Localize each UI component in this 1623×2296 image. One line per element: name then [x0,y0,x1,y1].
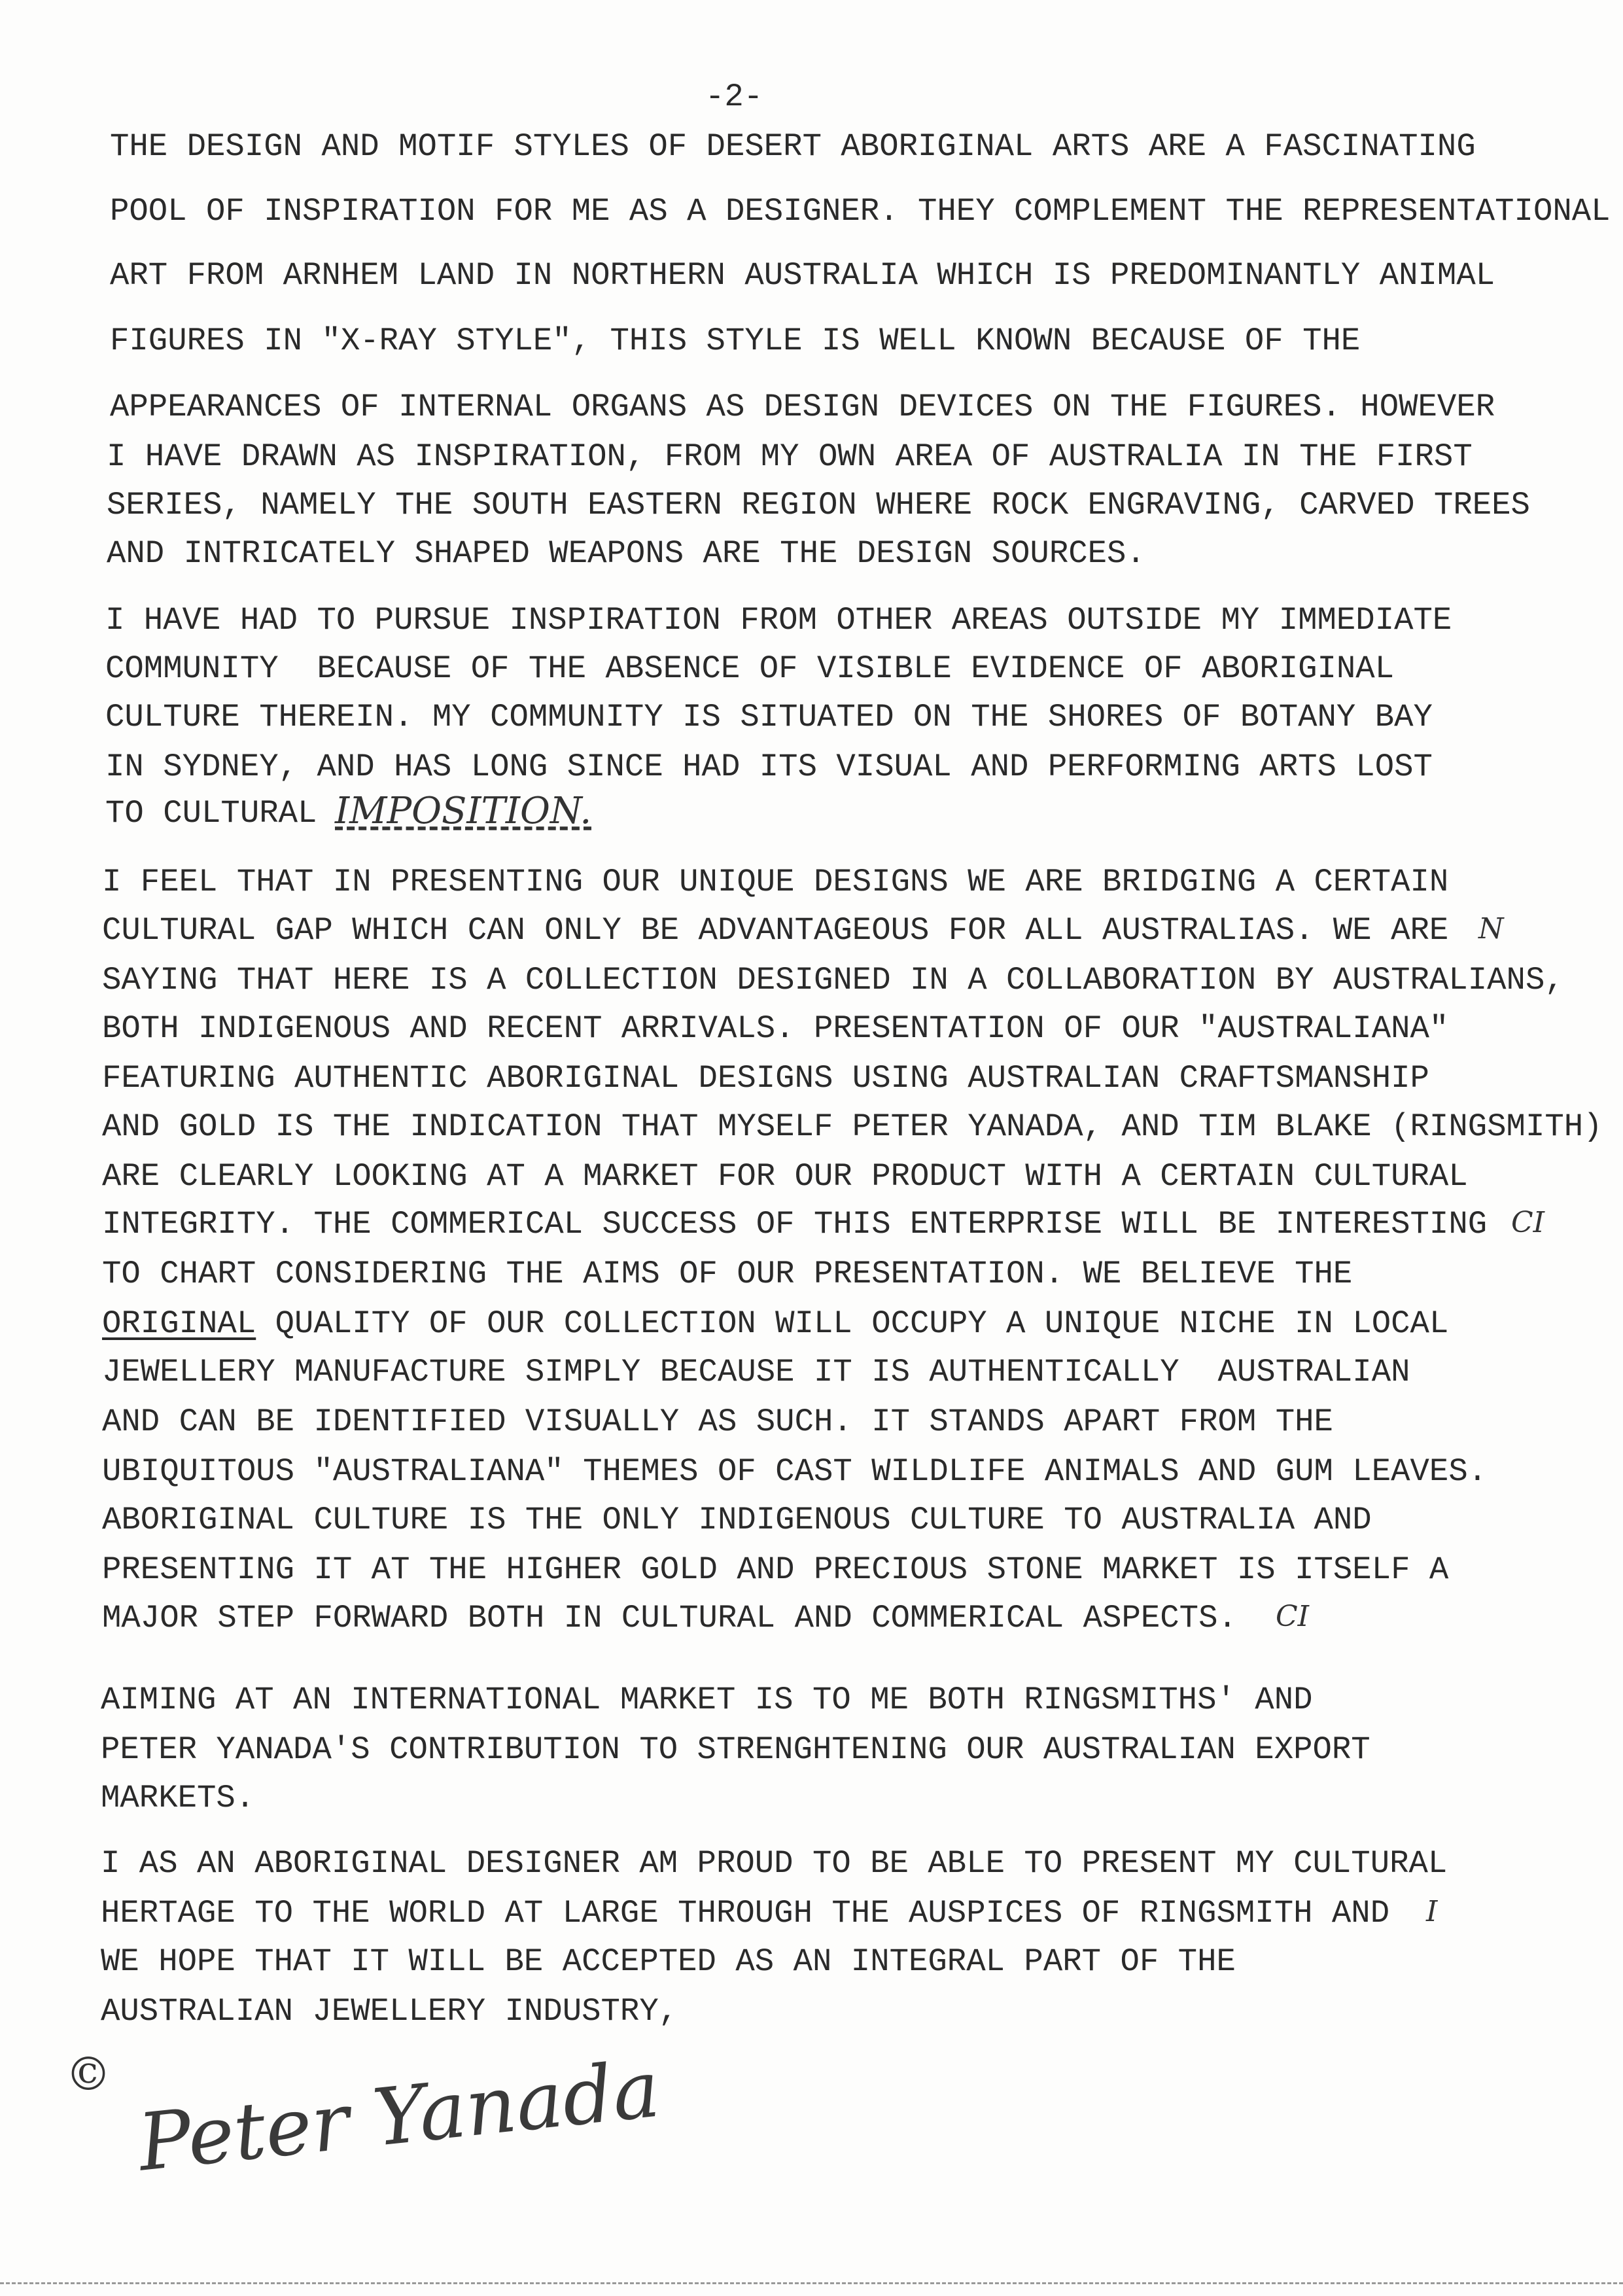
text-line: WE HOPE THAT IT WILL BE ACCEPTED AS AN INTEGRAL PART OF THE [101,1943,1236,1980]
handwritten-correction-ci: CI [1511,1206,1545,1239]
text-line: I HAVE HAD TO PURSUE INSPIRATION FROM OTHER AREAS OUTSIDE MY IMMEDIATE [105,602,1452,639]
text-line: AND GOLD IS THE INDICATION THAT MYSELF PETER YANADA, AND TIM BLAKE (RINGSMITH) [102,1108,1603,1145]
text-line: SAYING THAT HERE IS A COLLECTION DESIGNED IN A COLLABORATION BY AUSTRALIANS, [102,962,1564,998]
text-line: APPEARANCES OF INTERNAL ORGANS AS DESIGN DEVICES ON THE FIGURES. HOWEVER [110,389,1495,425]
text-line: TO CHART CONSIDERING THE AIMS OF OUR PRESENTATION. WE BELIEVE THE [102,1256,1353,1292]
text-line: MARKETS. [101,1780,255,1816]
text-line: CULTURE THEREIN. MY COMMUNITY IS SITUATED ON THE SHORES OF BOTANY BAY [105,699,1433,735]
text-line: I AS AN ABORIGINAL DESIGNER AM PROUD TO BE ABLE TO PRESENT MY CULTURAL [101,1845,1448,1882]
page-number: -2- [705,79,763,115]
text-line: PRESENTING IT AT THE HIGHER GOLD AND PRECIOUS STONE MARKET IS ITSELF A [102,1551,1449,1588]
text-line: I FEEL THAT IN PRESENTING OUR UNIQUE DESIGNS WE ARE BRIDGING A CERTAIN [102,864,1449,900]
text-line: JEWELLERY MANUFACTURE SIMPLY BECAUSE IT IS AUTHENTICALLY AUSTRALIAN [102,1354,1410,1390]
text-line: ART FROM ARNHEM LAND IN NORTHERN AUSTRALIA WHICH IS PREDOMINANTLY ANIMAL [110,257,1495,294]
text-line: TO CULTURAL [105,795,317,832]
text-line: COMMUNITY BECAUSE OF THE ABSENCE OF VISIBLE EVIDENCE OF ABORIGINAL [105,650,1395,687]
text-line: SERIES, NAMELY THE SOUTH EASTERN REGION WHERE ROCK ENGRAVING, CARVED TREES [107,487,1530,523]
text-line: FEATURING AUTHENTIC ABORIGINAL DESIGNS USING AUSTRALIAN CRAFTSMANSHIP [102,1060,1429,1097]
text-line: AUSTRALIAN JEWELLERY INDUSTRY, [101,1993,678,2030]
text-line: CULTURAL GAP WHICH CAN ONLY BE ADVANTAGEOUS FOR ALL AUSTRALIAS. WE ARE [102,912,1449,949]
text-line: FIGURES IN "X-RAY STYLE", THIS STYLE IS WELL KNOWN BECAUSE OF THE [110,323,1361,359]
text-line: ARE CLEARLY LOOKING AT A MARKET FOR OUR PRODUCT WITH A CERTAIN CULTURAL [102,1158,1468,1195]
text-line: IN SYDNEY, AND HAS LONG SINCE HAD ITS VISUAL AND PERFORMING ARTS LOST [105,749,1433,785]
text-line: BOTH INDIGENOUS AND RECENT ARRIVALS. PRESENTATION OF OUR "AUSTRALIANA" [102,1010,1449,1047]
text-line: UBIQUITOUS "AUSTRALIANA" THEMES OF CAST WILDLIFE ANIMALS AND GUM LEAVES. [102,1453,1488,1490]
text-line: AND INTRICATELY SHAPED WEAPONS ARE THE DESIGN SOURCES. [107,535,1145,572]
handwritten-imposition: IMPOSITION. [335,790,592,832]
page-edge-divider [0,2282,1623,2284]
text-line: PETER YANADA'S CONTRIBUTION TO STRENGHTENING OUR AUSTRALIAN EXPORT [101,1731,1370,1768]
underlined-word: ORIGINAL [102,1305,256,1342]
text-line: HERTAGE TO THE WORLD AT LARGE THROUGH THE AUSPICES OF RINGSMITH AND [101,1895,1390,1932]
copyright-mark: © [65,2047,111,2101]
signature: Peter Yanada [133,2043,664,2189]
text-line: I HAVE DRAWN AS INSPIRATION, FROM MY OWN AREA OF AUSTRALIA IN THE FIRST [107,438,1473,475]
text-line: THE DESIGN AND MOTIF STYLES OF DESERT ABORIGINAL ARTS ARE A FASCINATING [110,128,1476,165]
text-line: INTEGRITY. THE COMMERICAL SUCCESS OF THIS ENTERPRISE WILL BE INTERESTING [102,1206,1488,1243]
text-line: AND CAN BE IDENTIFIED VISUALLY AS SUCH. IT STANDS APART FROM THE [102,1404,1333,1440]
handwritten-correction-n: N [1478,912,1504,945]
text-line: ORIGINAL QUALITY OF OUR COLLECTION WILL OCCUPY A UNIQUE NICHE IN LOCAL [102,1305,1449,1342]
text-line: MAJOR STEP FORWARD BOTH IN CULTURAL AND COMMERICAL ASPECTS. [102,1600,1237,1636]
handwritten-correction-i: I [1426,1895,1438,1928]
text-line: AIMING AT AN INTERNATIONAL MARKET IS TO ME BOTH RINGSMITHS' AND [101,1682,1313,1718]
text-line: POOL OF INSPIRATION FOR ME AS A DESIGNER. THEY COMPLEMENT THE REPRESENTATIONAL [110,193,1611,230]
text-line: ABORIGINAL CULTURE IS THE ONLY INDIGENOUS CULTURE TO AUSTRALIA AND [102,1502,1372,1538]
handwritten-correction-ci: CI [1276,1600,1310,1633]
